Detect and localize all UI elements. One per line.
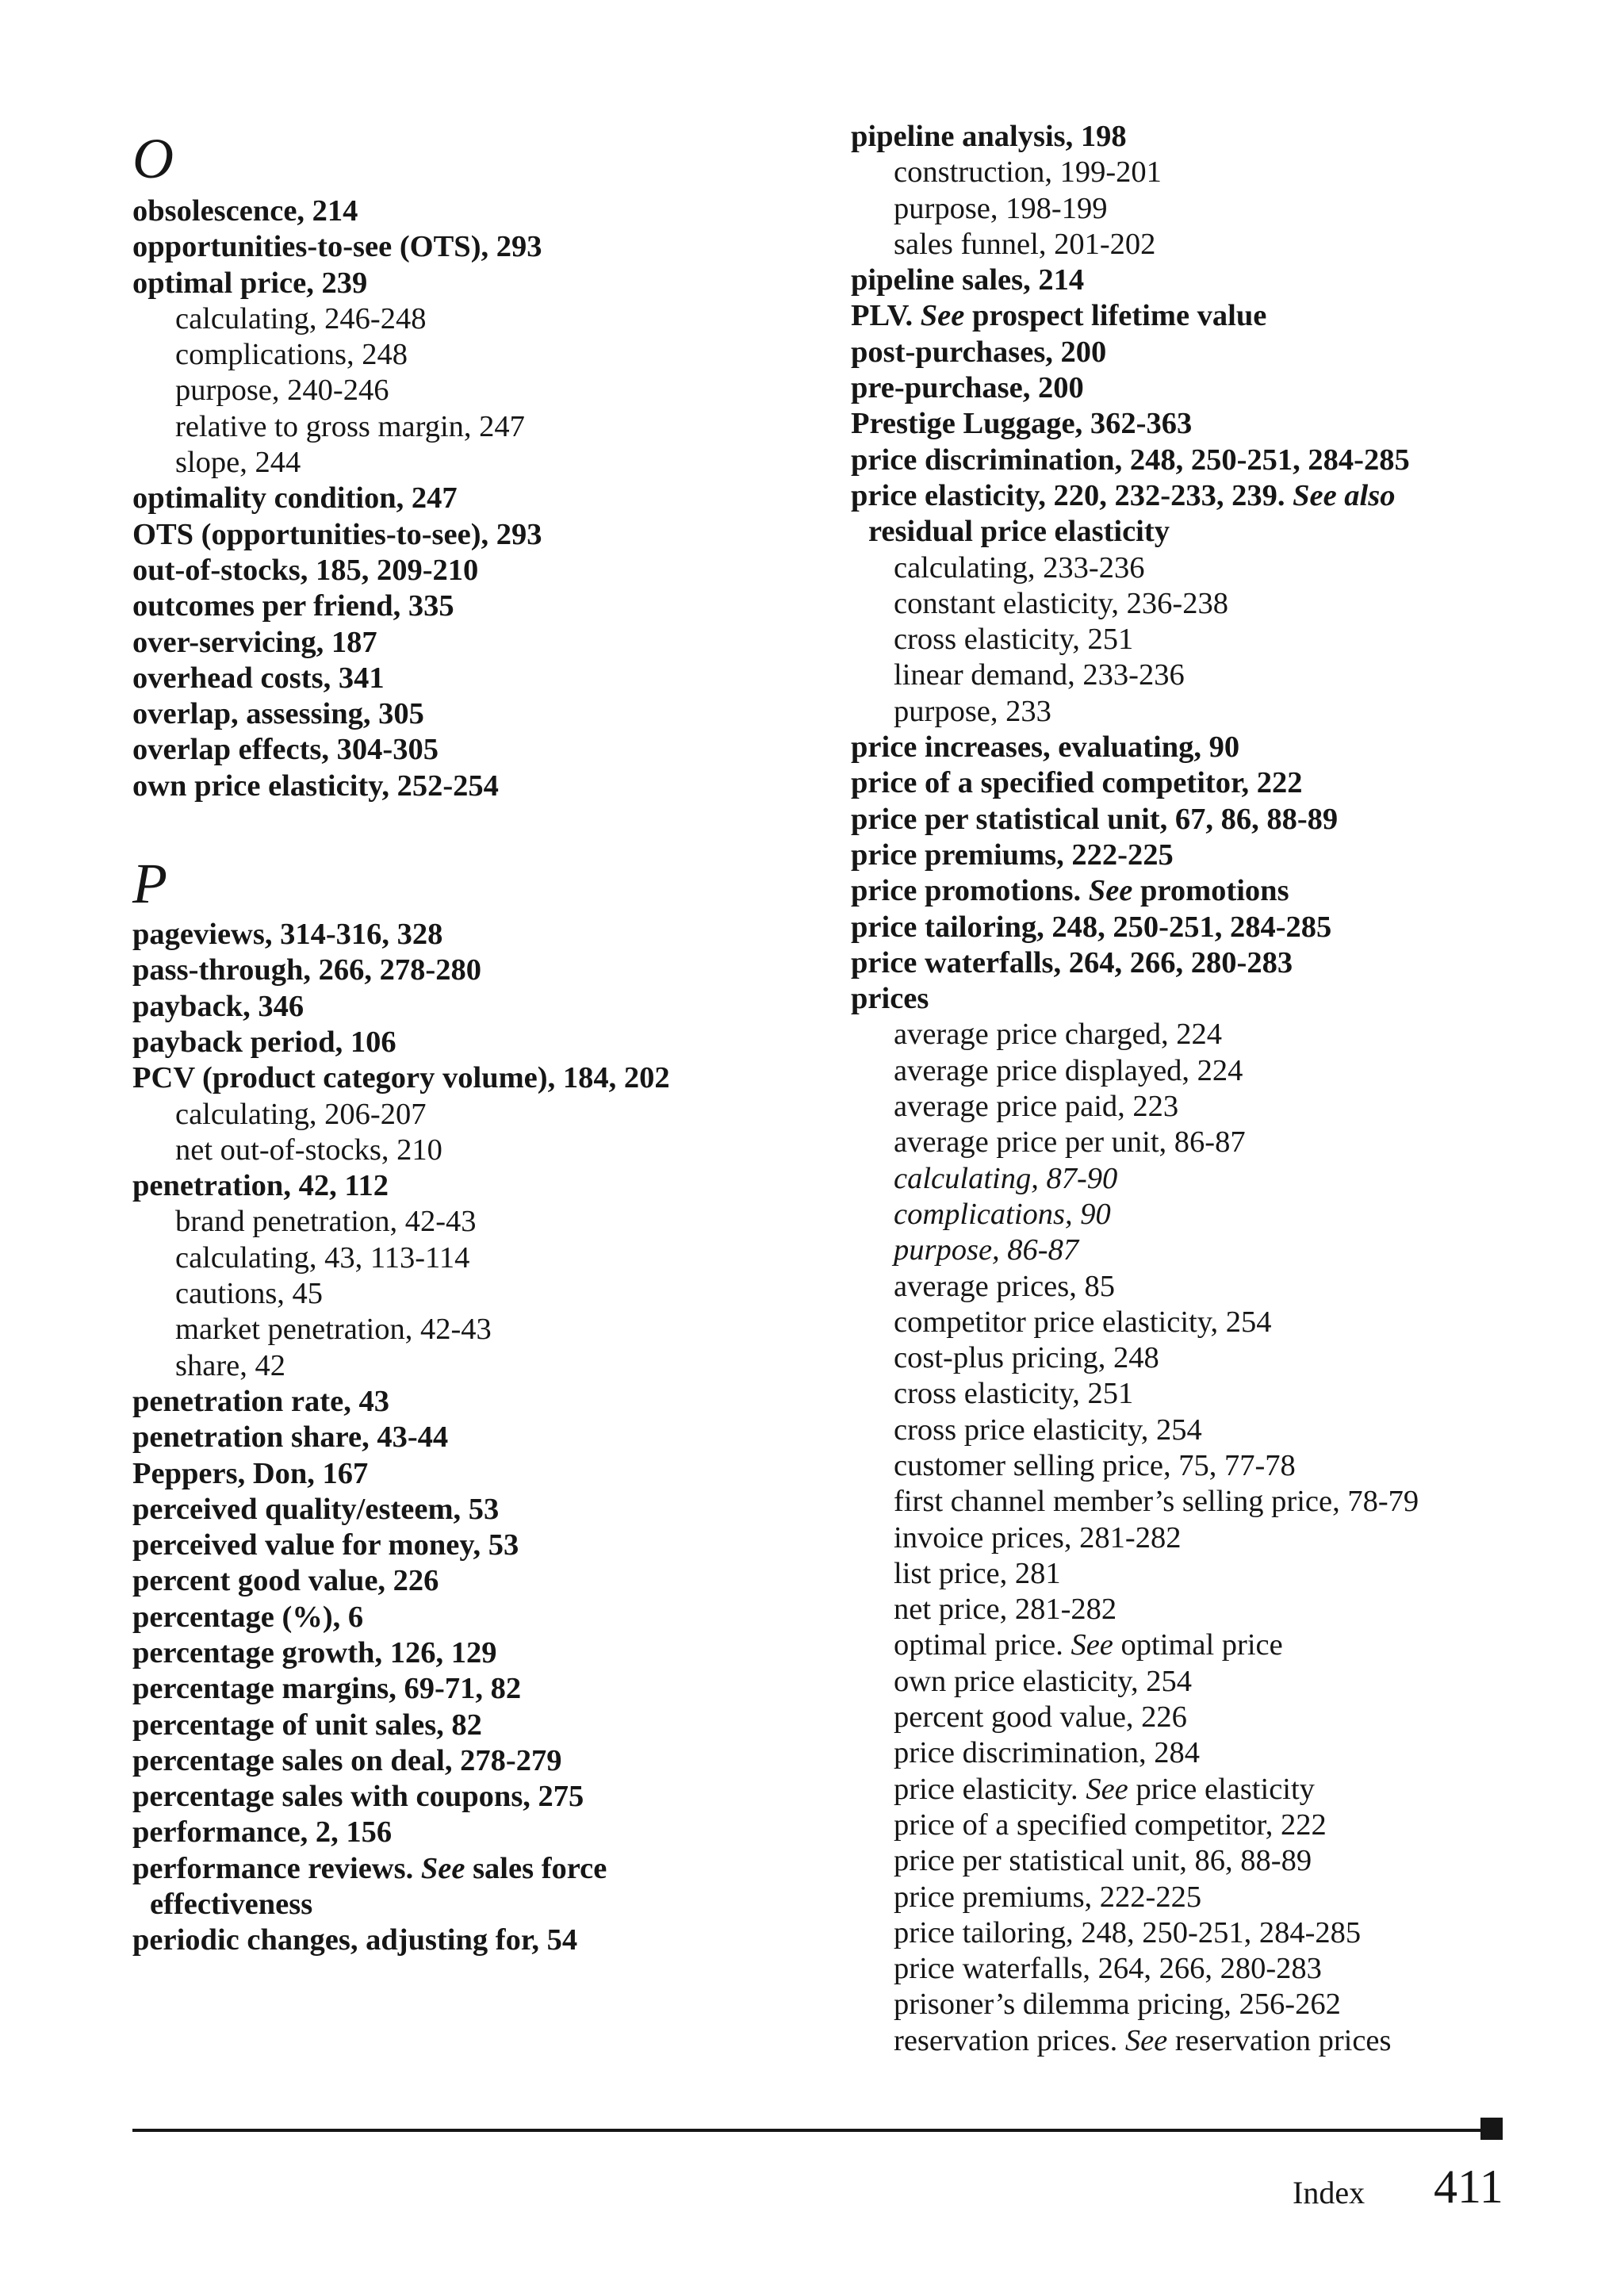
index-entry	[851, 370, 1565, 406]
entry-text: brand penetration, 42-43	[175, 1205, 477, 1239]
index-subentry	[851, 1772, 1565, 1808]
entry-text: reservation prices	[1167, 2023, 1392, 2057]
entry-text: optimal price	[1113, 1628, 1283, 1662]
index-subentry	[851, 1269, 1565, 1305]
entry-text: promotions	[1132, 874, 1289, 908]
entry-text: cross price elasticity, 254	[894, 1413, 1202, 1447]
index-subentry	[851, 1592, 1565, 1627]
page-number: 411	[1434, 2160, 1503, 2213]
entry-text: price of a specified competitor, 222	[851, 766, 1303, 800]
index-subentry	[851, 1089, 1565, 1125]
index-entry	[132, 481, 830, 516]
index-subentry	[851, 227, 1565, 263]
entry-text: share, 42	[175, 1348, 285, 1382]
entry-text: optimal price, 239	[132, 266, 368, 300]
entry-text: complications, 90	[894, 1197, 1111, 1231]
index-subentry	[851, 1627, 1565, 1663]
index-entry	[132, 1743, 830, 1779]
index-subentry	[851, 1340, 1565, 1376]
entry-text: net out-of-stocks, 210	[175, 1133, 442, 1167]
index-subentry	[132, 1348, 830, 1384]
entry-text: price elasticity.	[894, 1772, 1086, 1806]
entry-text: overhead costs, 341	[132, 661, 385, 695]
entry-text: outcomes per friend, 335	[132, 589, 454, 623]
entry-text: price waterfalls, 264, 266, 280-283	[894, 1952, 1322, 1986]
index-subentry	[851, 586, 1565, 622]
entry-text: sales funnel, 201-202	[894, 227, 1156, 261]
entry-text: calculating, 233-236	[894, 550, 1145, 585]
entry-text: customer selling price, 75, 77-78	[894, 1448, 1296, 1482]
entry-text: purpose, 233	[894, 694, 1051, 728]
entry-text: cost-plus pricing, 248	[894, 1341, 1159, 1375]
entry-text: net price, 281-282	[894, 1593, 1117, 1627]
index-subentry	[851, 1125, 1565, 1160]
index-subentry	[851, 657, 1565, 693]
entry-text: percentage growth, 126, 129	[132, 1635, 497, 1670]
index-subentry	[851, 1808, 1565, 1843]
entry-text: slope, 244	[175, 446, 301, 480]
index-entry	[132, 917, 830, 953]
entry-text: pre-purchase, 200	[851, 371, 1084, 405]
entry-text: purpose, 240-246	[175, 374, 389, 408]
index-subentry	[851, 155, 1565, 190]
index-entry	[851, 945, 1565, 981]
index-entry	[132, 1025, 830, 1060]
entry-text: overlap, assessing, 305	[132, 697, 424, 731]
entry-text: pipeline analysis, 198	[851, 120, 1127, 153]
index-entry	[132, 553, 830, 588]
entry-text: average prices, 85	[894, 1269, 1115, 1303]
entry-text: price per statistical unit, 67, 86, 88-89	[851, 802, 1339, 836]
entry-text: constant elasticity, 236-238	[894, 586, 1228, 620]
index-entry	[132, 1528, 830, 1563]
entry-text: purpose, 198-199	[894, 191, 1108, 225]
index-subsubentry	[851, 1161, 1565, 1197]
index-entry	[132, 1708, 830, 1743]
cross-reference-term: See	[1088, 874, 1133, 908]
index-subentry	[851, 1915, 1565, 1951]
index-subentry	[132, 1204, 830, 1240]
index-subentry	[132, 445, 830, 481]
index-subentry	[851, 1987, 1565, 2022]
entry-text: penetration share, 43-44	[132, 1420, 449, 1455]
entry-text: calculating, 206-207	[175, 1097, 427, 1131]
entry-text: percentage of unit sales, 82	[132, 1708, 482, 1742]
entry-text: payback period, 106	[132, 1025, 396, 1059]
entry-text: pipeline sales, 214	[851, 263, 1085, 297]
index-entry	[851, 730, 1565, 765]
entry-text: Prestige Luggage, 362-363	[851, 407, 1193, 441]
entry-text: optimal price.	[894, 1628, 1071, 1662]
footer-rule	[132, 2129, 1495, 2132]
index-entry	[132, 266, 830, 301]
entry-text: price premiums, 222-225	[851, 838, 1174, 872]
index-entry	[132, 625, 830, 661]
entry-text: construction, 199-201	[894, 155, 1162, 190]
entry-text: own price elasticity, 254	[894, 1664, 1192, 1698]
entry-text: price elasticity	[1128, 1772, 1315, 1806]
entry-text: effectiveness	[150, 1888, 313, 1922]
section-letter: O	[132, 127, 174, 190]
entry-text: first channel member’s selling price, 78-79	[894, 1485, 1419, 1519]
entry-text: relative to gross margin, 247	[175, 409, 525, 443]
index-subentry	[132, 1276, 830, 1312]
entry-text: post-purchases, 200	[851, 335, 1107, 369]
index-entry	[851, 910, 1565, 945]
entry-text: overlap effects, 304-305	[132, 733, 439, 767]
entry-text: obsolescence, 214	[132, 194, 358, 228]
entry-text: performance reviews.	[132, 1851, 421, 1885]
index-entry	[132, 194, 830, 229]
index-subentry	[132, 1097, 830, 1133]
index-subentry	[851, 1305, 1565, 1340]
index-entry	[851, 263, 1565, 298]
index-entry	[132, 517, 830, 553]
index-subentry	[851, 1053, 1565, 1089]
entry-text: percent good value, 226	[132, 1564, 439, 1598]
index-entry	[132, 588, 830, 624]
index-subentry	[132, 373, 830, 408]
index-entry	[132, 229, 830, 265]
entry-text: price elasticity, 220, 232-233, 239.	[851, 478, 1293, 512]
cross-reference-term: See also	[1293, 478, 1396, 512]
index-entry	[132, 1456, 830, 1492]
index-subentry	[132, 1240, 830, 1276]
index-entry	[851, 119, 1565, 155]
entry-text: price premiums, 222-225	[894, 1880, 1202, 1914]
entry-text: competitor price elasticity, 254	[894, 1305, 1272, 1339]
entry-text: invoice prices, 281-282	[894, 1520, 1182, 1555]
index-subentry	[851, 1880, 1565, 1915]
entry-text: percentage sales with coupons, 275	[132, 1780, 584, 1814]
index-entry	[851, 298, 1565, 334]
entry-text: out-of-stocks, 185, 209-210	[132, 553, 479, 587]
index-entry	[851, 478, 1565, 514]
index-subentry	[851, 1376, 1565, 1412]
running-footer-label: Index	[1293, 2175, 1365, 2210]
entry-text: PCV (product category volume), 184, 202	[132, 1061, 670, 1095]
entry-text: own price elasticity, 252-254	[132, 769, 499, 803]
index-entry	[132, 1384, 830, 1420]
entry-text: OTS (opportunities-to-see), 293	[132, 517, 542, 551]
entry-text: optimality condition, 247	[132, 481, 458, 516]
index-subentry	[851, 1700, 1565, 1735]
index-entry	[851, 406, 1565, 442]
entry-text: pageviews, 314-316, 328	[132, 918, 443, 952]
index-entry	[132, 661, 830, 696]
index-subsubentry	[851, 1197, 1565, 1233]
entry-text: average price charged, 224	[894, 1018, 1223, 1052]
index-entry	[851, 335, 1565, 370]
entry-text: cross elasticity, 251	[894, 623, 1134, 657]
index-subentry	[851, 2023, 1565, 2059]
index-subentry	[851, 191, 1565, 227]
entry-text: penetration rate, 43	[132, 1384, 389, 1418]
index-entry	[132, 953, 830, 988]
entry-text: over-servicing, 187	[132, 625, 377, 659]
index-entry	[132, 1635, 830, 1671]
index-entry	[132, 1851, 830, 1887]
index-entry	[132, 1492, 830, 1528]
index-subentry	[132, 1133, 830, 1168]
entry-text: price of a specified competitor, 222	[894, 1808, 1327, 1842]
entry-text: list price, 281	[894, 1556, 1061, 1590]
index-entry	[132, 1420, 830, 1455]
entry-text: perceived quality/esteem, 53	[132, 1492, 500, 1526]
index-entry	[132, 1168, 830, 1204]
index-entry	[132, 1671, 830, 1707]
section-letter: P	[132, 852, 167, 916]
entry-text: percentage sales on deal, 278-279	[132, 1743, 562, 1777]
entry-text: price tailoring, 248, 250-251, 284-285	[894, 1915, 1362, 1949]
index-entry	[132, 1923, 830, 1958]
entry-text: cautions, 45	[175, 1277, 324, 1311]
entry-text: calculating, 246-248	[175, 301, 427, 335]
entry-text: price tailoring, 248, 250-251, 284-285	[851, 910, 1332, 944]
entry-text: price promotions.	[851, 874, 1089, 908]
index-column-left	[132, 119, 830, 1959]
index-entry	[132, 732, 830, 768]
index-entry	[132, 769, 830, 804]
entry-text: percentage (%), 6	[132, 1600, 364, 1634]
entry-text: performance, 2, 156	[132, 1815, 393, 1850]
index-subentry	[851, 622, 1565, 657]
index-subentry	[851, 1843, 1565, 1879]
entry-text: prisoner’s dilemma pricing, 256-262	[894, 1988, 1341, 2022]
index-subentry	[851, 1448, 1565, 1484]
entry-text: purpose, 86-87	[894, 1233, 1079, 1267]
entry-text: price waterfalls, 264, 266, 280-283	[851, 945, 1293, 979]
index-subentry	[851, 550, 1565, 586]
entry-text: PLV.	[851, 299, 921, 333]
entry-text: average price displayed, 224	[894, 1053, 1243, 1087]
entry-text: reservation prices.	[894, 2023, 1125, 2057]
entry-text: Peppers, Don, 167	[132, 1456, 369, 1490]
index-subentry	[132, 337, 830, 373]
entry-text: sales force	[465, 1851, 607, 1885]
index-entry	[132, 1060, 830, 1096]
index-entry	[132, 696, 830, 732]
entry-text: perceived value for money, 53	[132, 1528, 519, 1562]
entry-text: average price per unit, 86-87	[894, 1125, 1246, 1160]
entry-text: prices	[851, 982, 929, 1016]
index-subentry	[851, 1520, 1565, 1556]
entry-text: cross elasticity, 251	[894, 1377, 1134, 1411]
entry-text: prospect lifetime value	[964, 299, 1267, 333]
index-entry	[132, 1563, 830, 1599]
index-entry	[851, 838, 1565, 873]
cross-reference-term: See	[1124, 2023, 1168, 2057]
entry-text: payback, 346	[132, 989, 304, 1023]
index-subsubentry	[851, 1233, 1565, 1268]
index-entry	[132, 1600, 830, 1635]
index-subentry	[851, 1735, 1565, 1771]
entry-text: average price paid, 223	[894, 1090, 1179, 1124]
cross-reference-term: See	[920, 299, 965, 333]
entry-text: penetration, 42, 112	[132, 1169, 389, 1203]
entry-text: residual price elasticity	[868, 515, 1170, 549]
index-subentry	[851, 1951, 1565, 1987]
index-entry	[132, 1779, 830, 1815]
index-entry-continuation	[132, 1887, 830, 1923]
index-subentry	[851, 694, 1565, 730]
index-subentry	[851, 1556, 1565, 1592]
index-entry	[851, 981, 1565, 1017]
index-entry	[851, 443, 1565, 478]
footer-rule-end-square	[1480, 2118, 1503, 2140]
index-entry-continuation	[851, 514, 1565, 550]
index-entry	[851, 765, 1565, 801]
entry-text: opportunities-to-see (OTS), 293	[132, 230, 542, 264]
entry-text: periodic changes, adjusting for, 54	[132, 1923, 578, 1957]
index-subentry	[132, 301, 830, 337]
entry-text: percentage margins, 69-71, 82	[132, 1672, 522, 1706]
index-subentry	[851, 1017, 1565, 1052]
index-entry	[851, 873, 1565, 909]
entry-text: percent good value, 226	[894, 1700, 1187, 1735]
cross-reference-term: See	[1071, 1628, 1113, 1662]
index-column-right	[851, 119, 1565, 2059]
entry-text: price per statistical unit, 86, 88-89	[894, 1844, 1312, 1878]
index-subentry	[851, 1484, 1565, 1520]
cross-reference-term: See	[420, 1851, 465, 1885]
cross-reference-term: See	[1086, 1772, 1128, 1806]
entry-text: market penetration, 42-43	[175, 1313, 492, 1347]
entry-text: price increases, evaluating, 90	[851, 730, 1240, 765]
index-subentry	[851, 1664, 1565, 1700]
entry-text: complications, 248	[175, 338, 408, 372]
index-subentry	[132, 1312, 830, 1348]
entry-text: linear demand, 233-236	[894, 658, 1185, 692]
index-entry	[132, 1815, 830, 1850]
entry-text: price discrimination, 248, 250-251, 284-285	[851, 443, 1410, 477]
index-subentry	[132, 409, 830, 445]
entry-text: pass-through, 266, 278-280	[132, 953, 481, 987]
index-entry	[851, 802, 1565, 838]
index-subentry	[851, 1413, 1565, 1448]
entry-text: calculating, 43, 113-114	[175, 1240, 470, 1275]
entry-text: calculating, 87-90	[894, 1161, 1118, 1195]
index-entry	[132, 989, 830, 1025]
entry-text: price discrimination, 284	[894, 1736, 1200, 1770]
